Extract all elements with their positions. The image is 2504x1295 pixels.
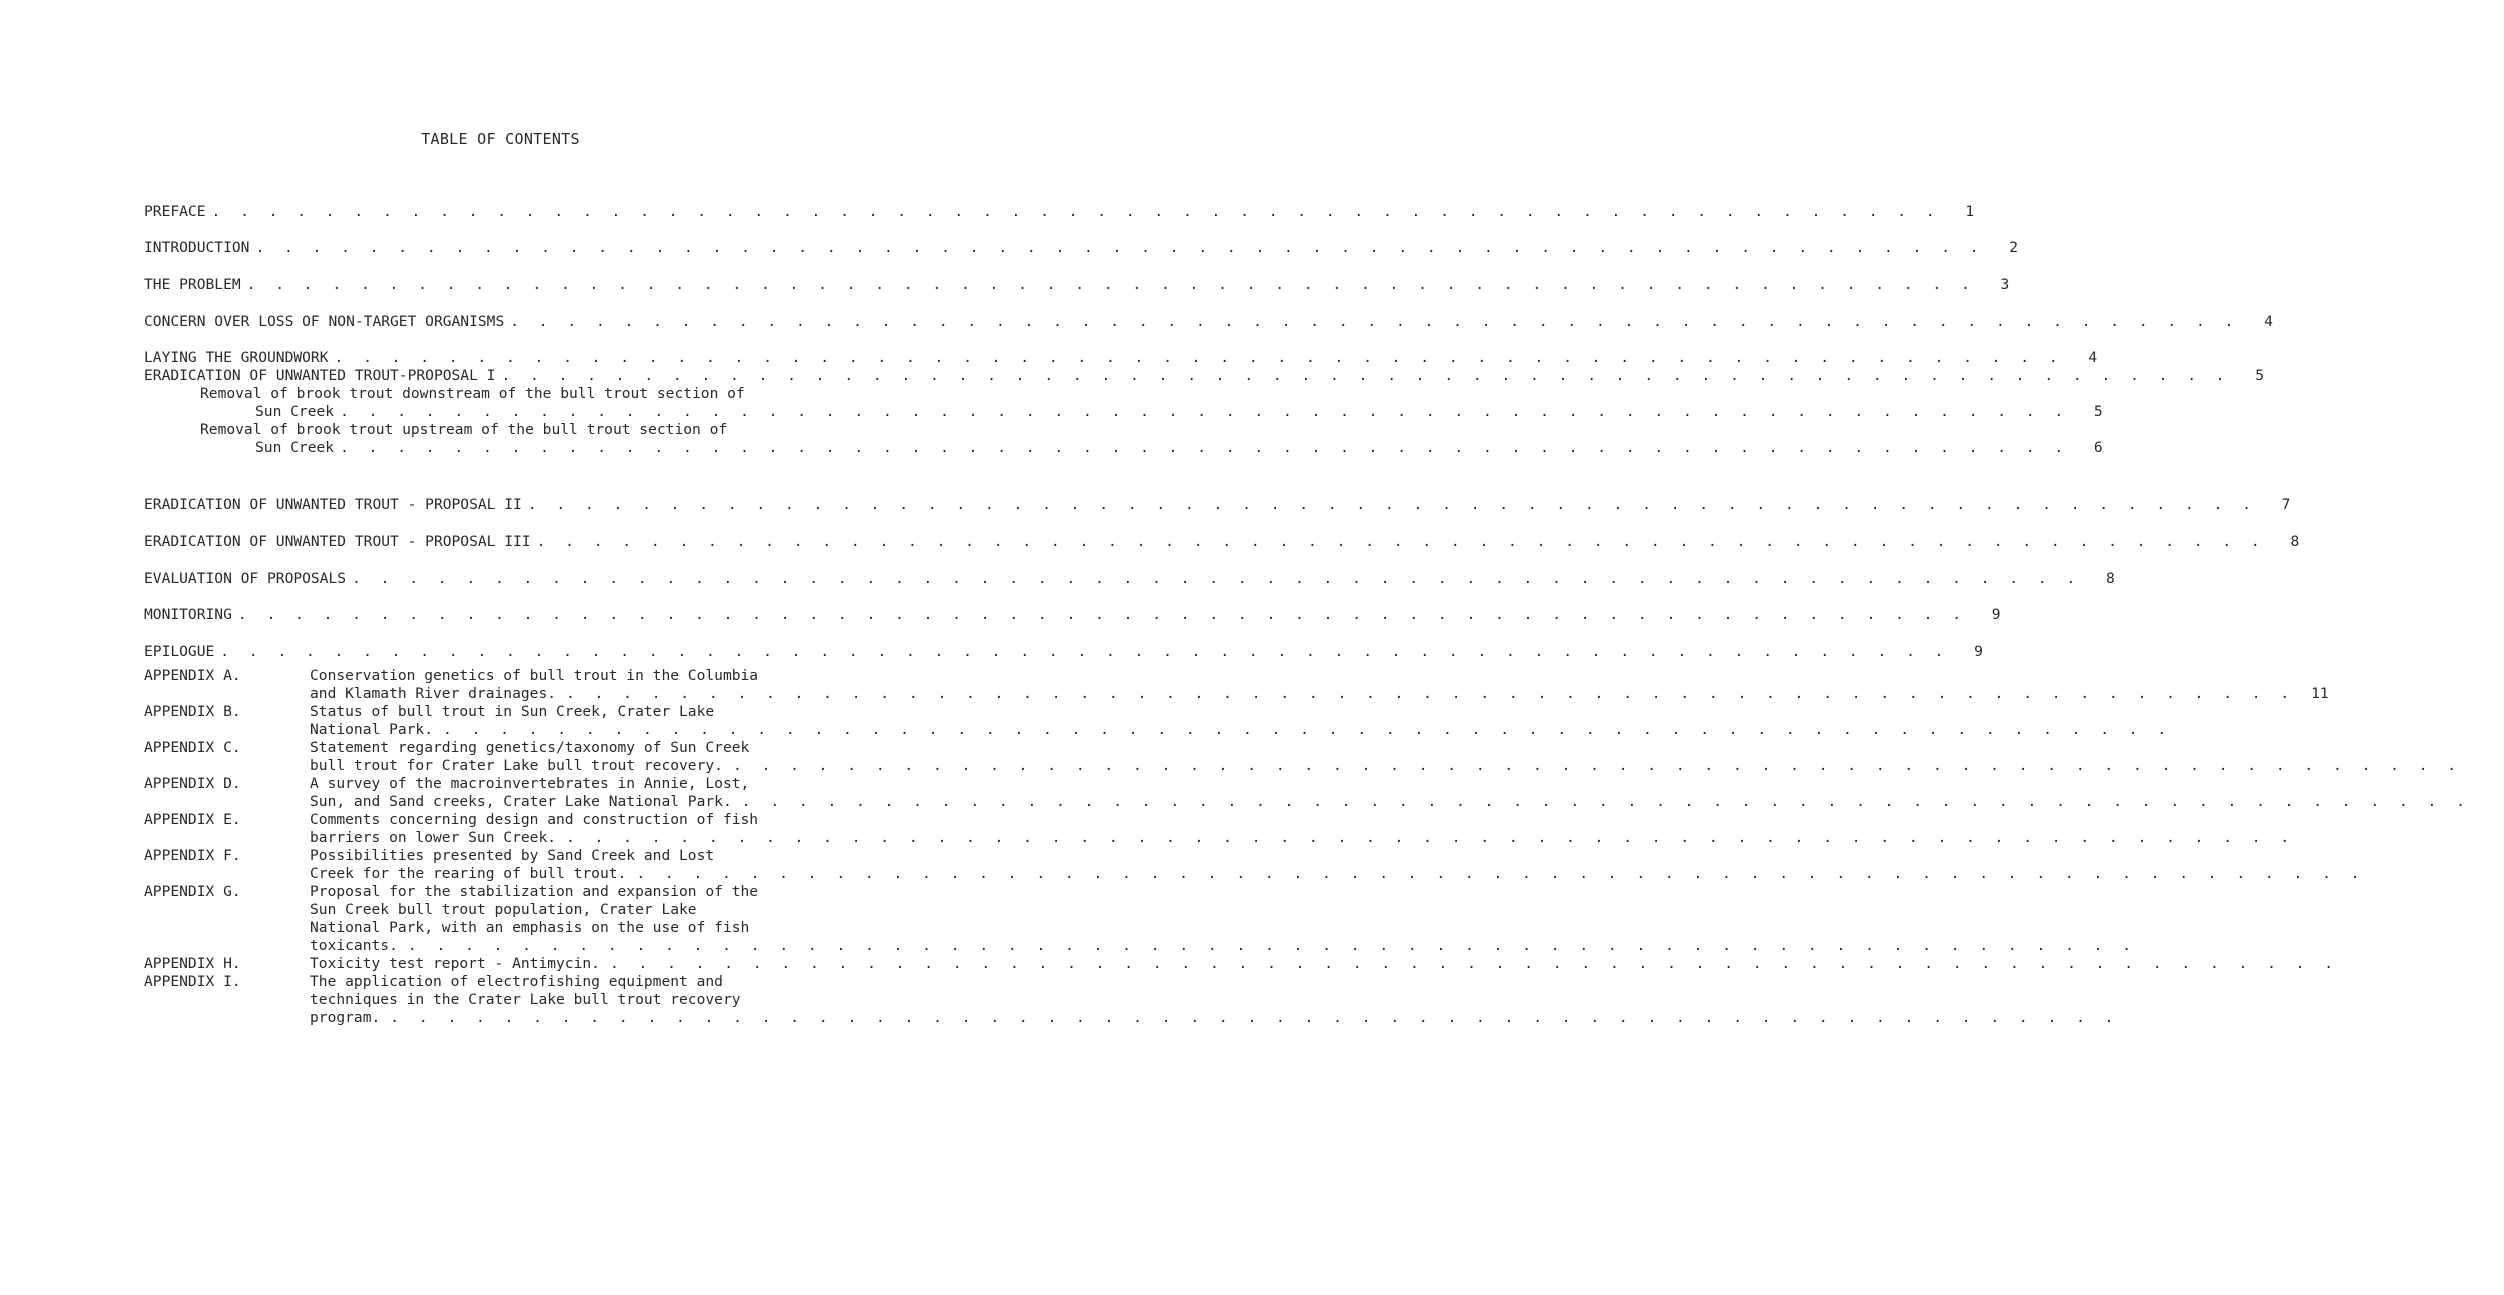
- dot-leader: . . . . . . . . . . . . . . . . . . . . . . . . . . . . . . . . . . . . . . . . . . . . . . . . . . . . . . . . . . . . .: [255, 239, 1985, 257]
- toc-subentry-line: Removal of brook trout downstream of the bull trout section of: [200, 385, 745, 403]
- appendix-entry: [144, 666, 2329, 703]
- dot-leader: . . . . . . . . . . . . . . . . . . . . . . . . . . . . . . . . . . . . . . . . . . . . . . . . . . . . . . . . . . . . .: [340, 439, 2069, 457]
- appendix-description: [310, 973, 2153, 1027]
- dot-leader: . . . . . . . . . . . . . . . . . . . . . . . . . . . . . . . . . . . . . . . . . . . . . . . . . . . . . . . . . . . . .: [636, 864, 2365, 882]
- toc-entry-label: EPILOGUE: [144, 642, 215, 660]
- toc-entry-page: 9: [1974, 642, 1983, 660]
- appendix-line: Creek for the rearing of bull trout.: [310, 864, 627, 882]
- toc-entry-page: 1: [1965, 202, 1975, 220]
- appendix-last-line: [310, 721, 2206, 739]
- appendix-line: National Park.: [310, 720, 434, 738]
- appendix-last-line: [310, 829, 2329, 847]
- dot-leader: . . . . . . . . . . . . . . . . . . . . . . . . . . . . . . . . . . . . . . . . . . . . . . . . . . . . . . . . . . . . .: [246, 276, 1976, 294]
- toc-entry: [144, 477, 2291, 514]
- appendix-line: A survey of the macroinvertebrates in Annie, Lost,: [310, 774, 750, 792]
- appendix-line: Statement regarding genetics/taxonomy of Sun Creek: [310, 738, 750, 756]
- appendix-description: [310, 775, 2504, 811]
- toc-subentry: [144, 403, 2103, 421]
- toc-entry-page: 2: [2009, 239, 2019, 257]
- toc-entry-label: CONCERN OVER LOSS OF NON-TARGET ORGANISMS: [144, 312, 505, 330]
- appendix-label: APPENDIX D.: [144, 774, 241, 792]
- appendix-label: APPENDIX A.: [144, 666, 241, 684]
- toc-entry: [144, 551, 2115, 588]
- appendix-line: Proposal for the stabilization and expansion of the: [310, 882, 759, 900]
- toc-entry: [144, 331, 2098, 368]
- toc-entry-page: 5: [2255, 367, 2265, 385]
- appendix-line: Conservation genetics of bull trout in the Columbia: [310, 666, 759, 684]
- toc-entry-label: MONITORING: [144, 606, 232, 624]
- toc-entry: [144, 184, 1975, 221]
- toc-entry-label: INTRODUCTION: [144, 239, 250, 257]
- appendix-last-line: [310, 955, 2373, 973]
- appendix-line: Sun, and Sand creeks, Crater Lake National Park.: [310, 792, 732, 810]
- toc-entry-page: 7: [2281, 496, 2291, 514]
- appendix-label: APPENDIX G.: [144, 882, 241, 900]
- appendix-last-line: [310, 865, 2399, 883]
- toc-entry-label: ERADICATION OF UNWANTED TROUT-PROPOSAL I: [144, 367, 496, 385]
- dot-leader: . . . . . . . . . . . . . . . . . . . . . . . . . . . . . . . . . . . . . . . . . . . . . . . . . . . . . . . . . . . . .: [609, 954, 2339, 972]
- appendix-label: APPENDIX B.: [144, 702, 241, 720]
- appendix-description: [310, 847, 2399, 883]
- appendix-line: Status of bull trout in Sun Creek, Crater Lake: [310, 702, 715, 720]
- toc-entry: [144, 588, 2001, 625]
- dot-leader: . . . . . . . . . . . . . . . . . . . . . . . . . . . . . . . . . . . . . . . . . . . . . . . . . . . . . . . . . . . . .: [211, 202, 1941, 220]
- dot-leader: . . . . . . . . . . . . . . . . . . . . . . . . . . . . . . . . . . . . . . . . . . . . . . . . . . . . . . . . . . . . .: [334, 349, 2064, 367]
- appendix-line: barriers on lower Sun Creek.: [310, 828, 557, 846]
- appendix-line: Comments concerning design and construction of fish: [310, 810, 759, 828]
- appendix-label: APPENDIX I.: [144, 972, 241, 990]
- toc-entry: [144, 221, 2019, 258]
- appendix-description: [310, 703, 2206, 739]
- appendix-last-line: [310, 937, 2171, 955]
- appendix-description: [310, 883, 2171, 955]
- appendix-line: and Klamath River drainages.: [310, 684, 557, 702]
- toc-entry: [144, 624, 1983, 661]
- dot-leader: . . . . . . . . . . . . . . . . . . . . . . . . . . . . . . . . . . . . . . . . . . . . . . . . . . . . . . . . . . . . .: [340, 403, 2069, 421]
- dot-leader: . . . . . . . . . . . . . . . . . . . . . . . . . . . . . . . . . . . . . . . . . . . . . . . . . . . . . . . . . . . . .: [390, 1008, 2119, 1026]
- page-title: TABLE OF CONTENTS: [421, 130, 580, 148]
- appendix-line: Toxicity test report - Antimycin.: [310, 954, 600, 972]
- dot-leader: . . . . . . . . . . . . . . . . . . . . . . . . . . . . . . . . . . . . . . . . . . . . . . . . . . . . . . . . . . . . .: [566, 684, 2295, 702]
- appendix-line: The application of electrofishing equipment and: [310, 972, 723, 990]
- toc-entry-page: 9: [1991, 606, 2001, 624]
- appendix-entry: [144, 810, 2295, 847]
- toc-entry-label: ERADICATION OF UNWANTED TROUT - PROPOSAL II: [144, 496, 522, 514]
- appendix-line: program.: [310, 1008, 381, 1026]
- table-of-contents: [144, 184, 2471, 1027]
- appendix-label: APPENDIX F.: [144, 846, 241, 864]
- toc-entry-page: 3: [2000, 276, 2010, 294]
- toc-subentry-label: Sun Creek: [255, 403, 335, 421]
- appendix-description: [310, 739, 2496, 775]
- toc-entry-page: 8: [2105, 569, 2115, 587]
- appendix-entry: [144, 846, 2365, 883]
- toc-entry: [144, 367, 2265, 385]
- toc-entry-page: 4: [2088, 349, 2098, 367]
- toc-subentry: [144, 439, 2103, 457]
- appendix-entry: [144, 738, 2462, 775]
- appendix-label: APPENDIX C.: [144, 738, 241, 756]
- dot-leader: . . . . . . . . . . . . . . . . . . . . . . . . . . . . . . . . . . . . . . . . . . . . . . . . . . . . . . . . . . . . .: [443, 720, 2172, 738]
- toc-entry-group: [144, 367, 2265, 477]
- toc-entry-label: THE PROBLEM: [144, 276, 241, 294]
- dot-leader: . . . . . . . . . . . . . . . . . . . . . . . . . . . . . . . . . . . . . . . . . . . . . . . . . . . . . . . . . . . . .: [536, 532, 2266, 550]
- dot-leader: . . . . . . . . . . . . . . . . . . . . . . . . . . . . . . . . . . . . . . . . . . . . . . . . . . . . . . . . . . . . .: [566, 828, 2295, 846]
- toc-entry-label: PREFACE: [144, 202, 206, 220]
- appendix-line: National Park, with an emphasis on the use of fish: [310, 918, 750, 936]
- toc-subentry-label: Sun Creek: [255, 439, 335, 457]
- dot-leader: . . . . . . . . . . . . . . . . . . . . . . . . . . . . . . . . . . . . . . . . . . . . . . . . . . . . . . . . . . . . .: [407, 936, 2137, 954]
- appendix-entry: [144, 972, 2119, 1027]
- dot-leader: . . . . . . . . . . . . . . . . . . . . . . . . . . . . . . . . . . . . . . . . . . . . . . . . . . . . . . . . . . . . .: [501, 367, 2231, 385]
- appendix-description: [310, 811, 2329, 847]
- toc-entry-page: 4: [2264, 312, 2273, 330]
- toc-entry-label: LAYING THE GROUNDWORK: [144, 349, 329, 367]
- dot-leader: . . . . . . . . . . . . . . . . . . . . . . . . . . . . . . . . . . . . . . . . . . . . . . . . . . . . . . . . . . . . .: [352, 569, 2081, 587]
- appendix-last-line: [310, 1009, 2153, 1027]
- dot-leader: . . . . . . . . . . . . . . . . . . . . . . . . . . . . . . . . . . . . . . . . . . . . . . . . . . . . . . . . . . . . .: [741, 792, 2471, 810]
- toc-entry: [144, 257, 2010, 294]
- appendix-entry: [144, 954, 2339, 973]
- appendix-description: [310, 955, 2373, 973]
- toc-entry-label: ERADICATION OF UNWANTED TROUT - PROPOSAL III: [144, 532, 531, 550]
- toc-entry: [144, 294, 2273, 331]
- appendix-line: Sun Creek bull trout population, Crater Lake: [310, 900, 697, 918]
- dot-leader: . . . . . . . . . . . . . . . . . . . . . . . . . . . . . . . . . . . . . . . . . . . . . . . . . . . . . . . . . . . . .: [527, 496, 2257, 514]
- toc-entry: [144, 514, 2300, 551]
- appendix-line: bull trout for Crater Lake bull trout recovery.: [310, 756, 723, 774]
- toc-subentry-line: Removal of brook trout upstream of the bull trout section of: [200, 421, 728, 439]
- appendix-label: APPENDIX E.: [144, 810, 241, 828]
- dot-leader: . . . . . . . . . . . . . . . . . . . . . . . . . . . . . . . . . . . . . . . . . . . . . . . . . . . . . . . . . . . . .: [220, 642, 1949, 660]
- toc-subentry-page: 6: [2093, 439, 2103, 457]
- toc-entry-page: 8: [2290, 532, 2300, 550]
- appendix-line: Possibilities presented by Sand Creek and Lost: [310, 846, 715, 864]
- appendix-entry: [144, 702, 2172, 739]
- appendix-list: [144, 666, 2471, 1027]
- appendix-last-line: [310, 757, 2496, 775]
- appendix-entry: [144, 882, 2137, 955]
- dot-leader: . . . . . . . . . . . . . . . . . . . . . . . . . . . . . . . . . . . . . . . . . . . . . . . . . . . . . . . . . . . . .: [732, 756, 2462, 774]
- appendix-last-line: [310, 685, 2329, 703]
- appendix-description: [310, 667, 2329, 703]
- appendix-entry: [144, 774, 2471, 811]
- appendix-label: APPENDIX H.: [144, 954, 241, 972]
- appendix-line: techniques in the Crater Lake bull trout recovery: [310, 990, 741, 1008]
- dot-leader: . . . . . . . . . . . . . . . . . . . . . . . . . . . . . . . . . . . . . . . . . . . . . . . . . . . . . . . . . . . . .: [237, 606, 1967, 624]
- appendix-line: toxicants.: [310, 936, 398, 954]
- appendix-page: 11: [2311, 684, 2329, 702]
- appendix-last-line: [310, 793, 2504, 811]
- toc-subentry-page: 5: [2093, 403, 2103, 421]
- dot-leader: . . . . . . . . . . . . . . . . . . . . . . . . . . . . . . . . . . . . . . . . . . . . . . . . . . . . . . . . . . . . .: [510, 312, 2239, 330]
- toc-entry-label: EVALUATION OF PROPOSALS: [144, 569, 347, 587]
